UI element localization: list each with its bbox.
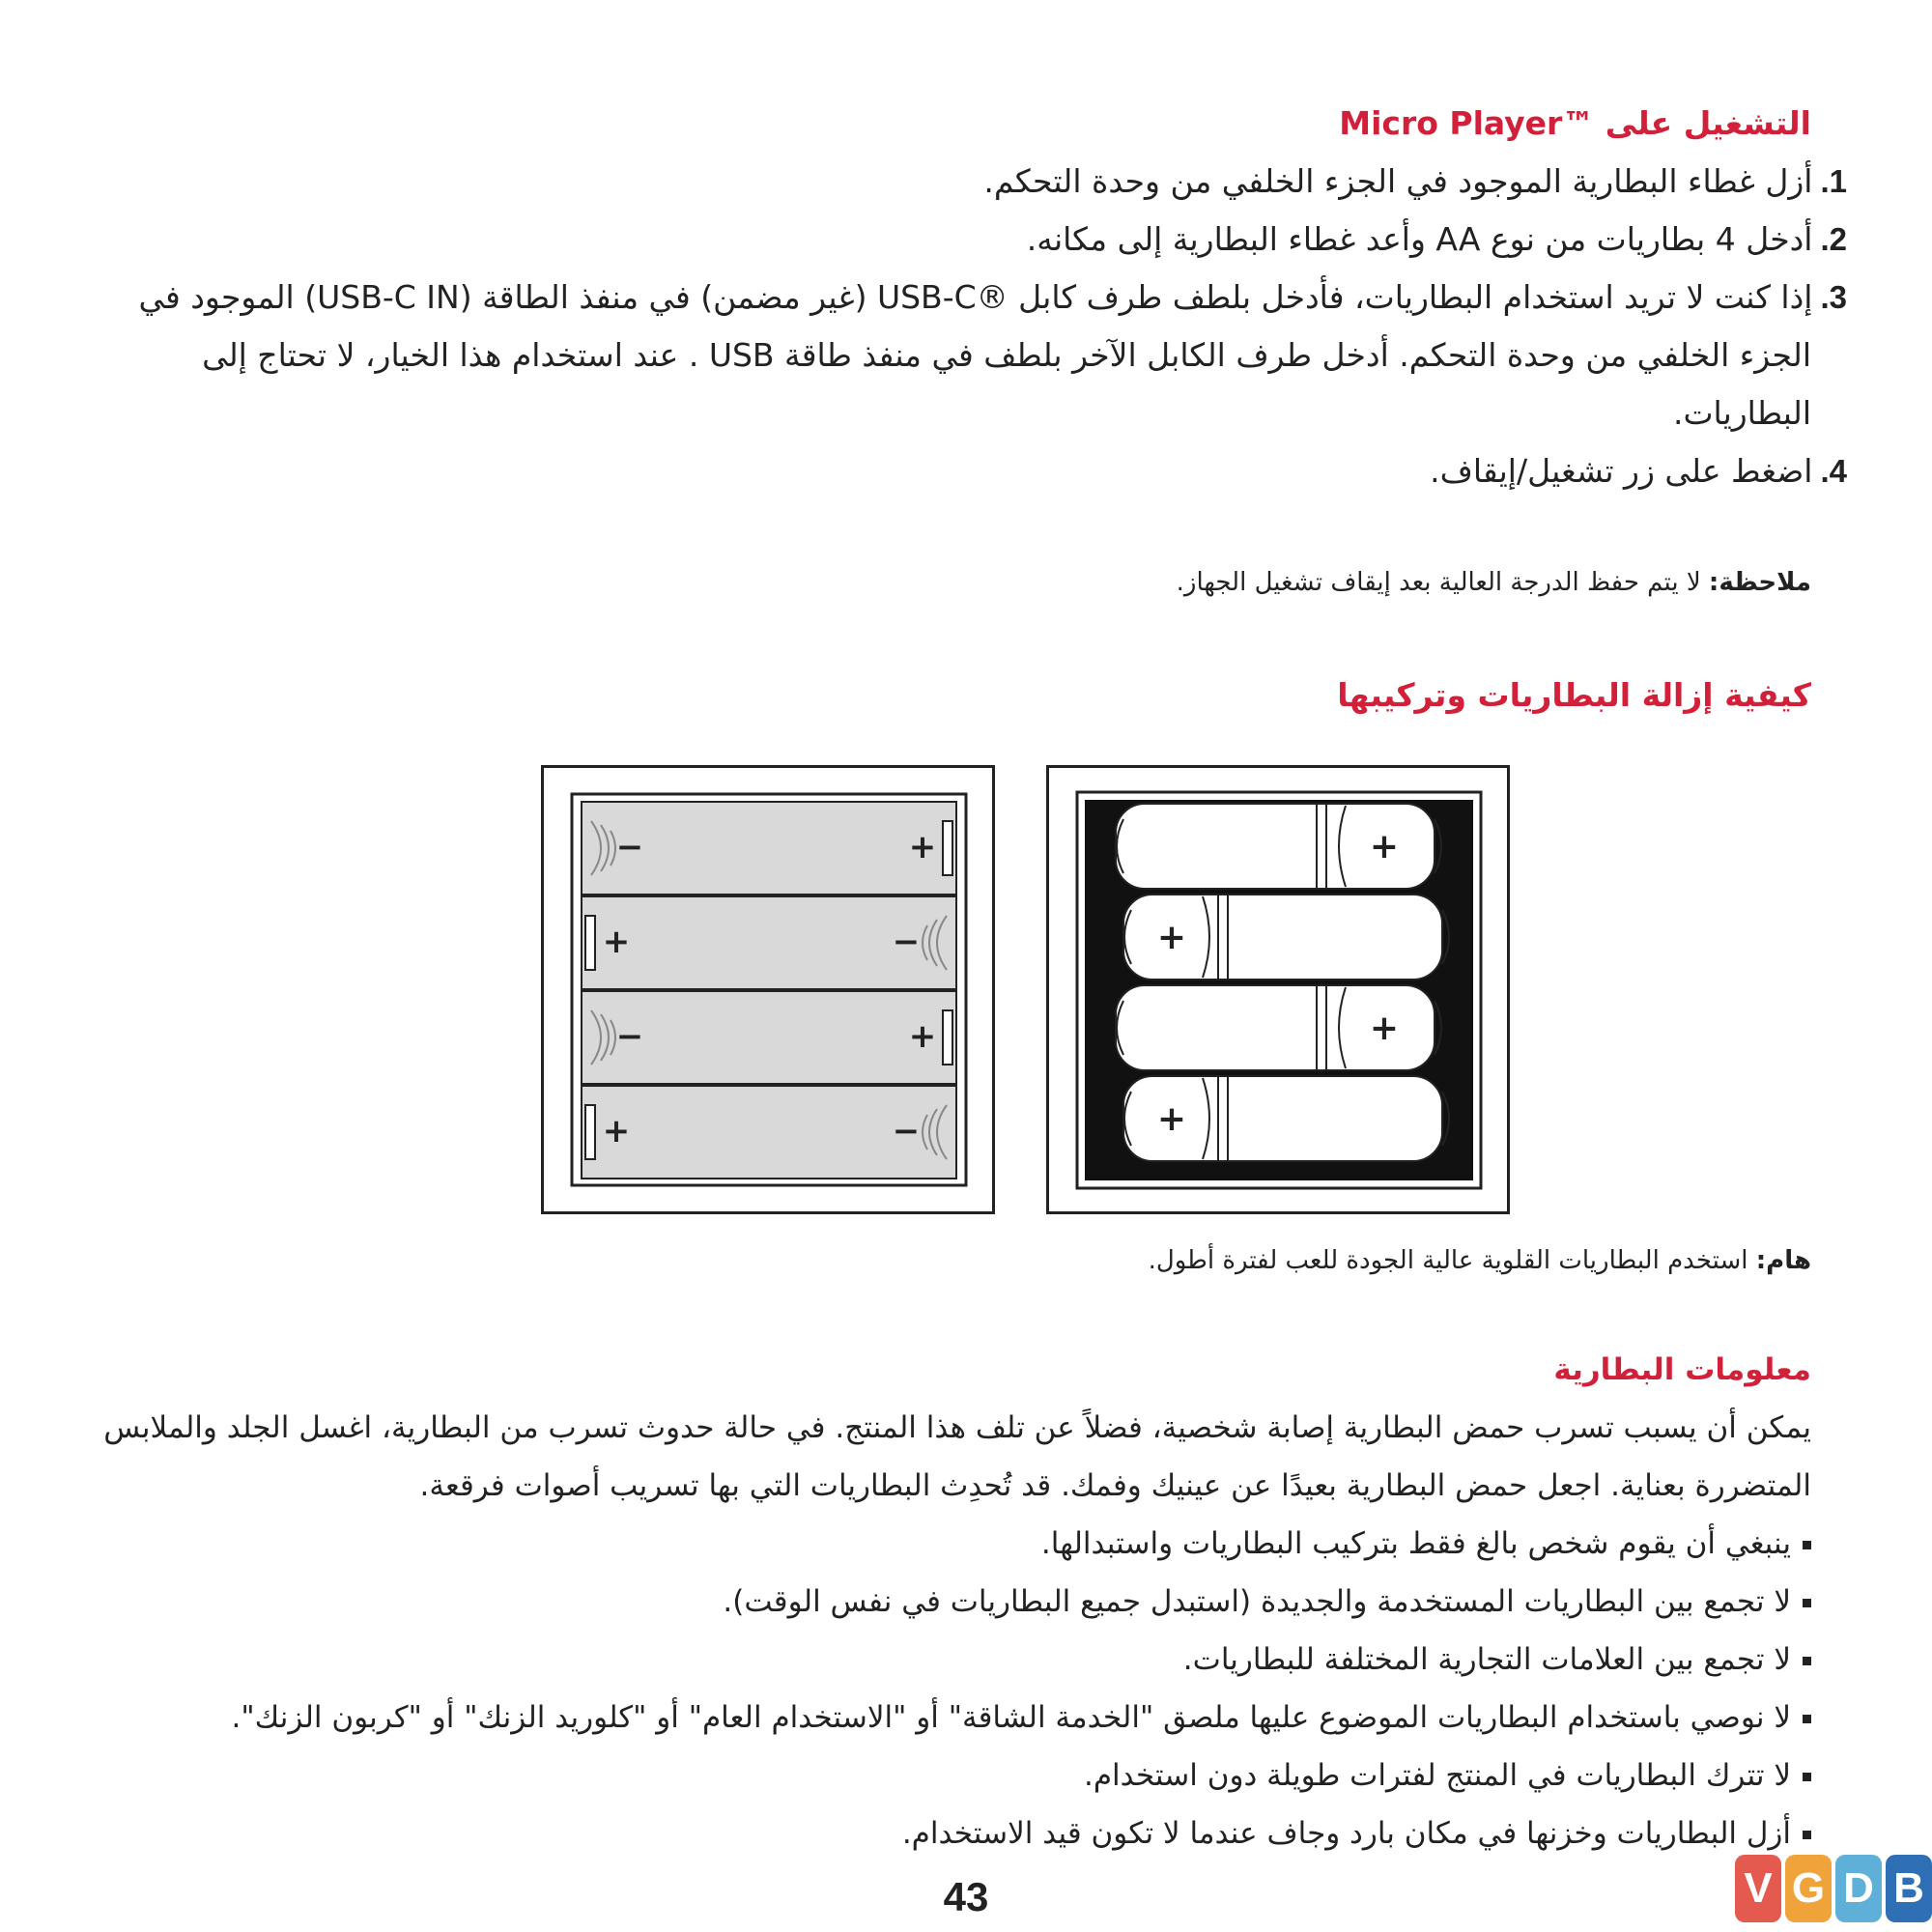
bullet-item: [1084, 1758, 1811, 1793]
watermark-letter: G: [1785, 1855, 1832, 1922]
step-4: [1430, 452, 1847, 490]
bullet-item: [1041, 1526, 1811, 1561]
plus-sign: +: [1369, 827, 1400, 867]
step-number: 1.: [1820, 163, 1847, 199]
paragraph-line: المتضررة بعناية. اجعل حمض البطارية بعيدًا عن عينيك وفمك. قد تُحدِث البطاريات التي بها تسريب أصوات فرقعة.: [419, 1468, 1811, 1503]
bullet-icon: [1803, 1657, 1811, 1665]
bullet-item: [232, 1700, 1812, 1735]
paragraph-line: يمكن أن يسبب تسرب حمض البطارية إصابة شخصية، فضلاً عن تلف هذا المنتج. في حالة حدوث تسرب من البطارية، اغسل الجلد والملابس: [103, 1410, 1811, 1445]
watermark-letter: B: [1886, 1855, 1932, 1922]
plus-sign: +: [1156, 1099, 1187, 1139]
step-number: 2.: [1820, 221, 1847, 257]
watermark-letter: D: [1835, 1855, 1882, 1922]
step-number: 4.: [1820, 453, 1847, 489]
step-text-line: إذا كنت لا تريد استخدام البطاريات، فأدخل بلطف طرف كابل ®USB-C (غير مضمن) في منفذ الطاقة (USB-C IN) الموجود في: [138, 278, 1813, 316]
bullet-item: [723, 1584, 1811, 1619]
bullet-text: ينبغي أن يقوم شخص بالغ فقط بتركيب البطاريات واستبدالها.: [1040, 1526, 1791, 1561]
step-3-line-2: الجزء الخلفي من وحدة التحكم. أدخل طرف الكابل الآخر بلطف في منفذ طاقة USB . عند استخدام هذا الخيار، لا تحتاج إلى: [202, 336, 1811, 374]
note: [1177, 568, 1811, 597]
step-text: أزل غطاء البطارية الموجود في الجزء الخلفي من وحدة التحكم.: [983, 162, 1813, 200]
section-heading-play: التشغيل على ™Micro Player: [1339, 104, 1811, 142]
step-text: أدخل 4 بطاريات من نوع AA وأعد غطاء البطارية إلى مكانه.: [1026, 220, 1813, 258]
minus-sign: −: [615, 828, 644, 867]
section-heading-battery-info: معلومات البطارية: [1553, 1352, 1811, 1387]
section-heading-install: كيفية إزالة البطاريات وتركيبها: [1337, 676, 1811, 714]
bullet-icon: [1803, 1831, 1811, 1839]
bullet-item: [902, 1816, 1811, 1851]
bullet-text: لا نوصي باستخدام البطاريات الموضوع عليها ملصق "الخدمة الشاقة" أو "الاستخدام العام" أو "كلوريد الزنك" أو "كربون الزنك".: [231, 1700, 1791, 1735]
bullet-icon: [1803, 1599, 1811, 1607]
bullet-text: لا تجمع بين البطاريات المستخدمة والجديدة (استبدل جميع البطاريات في نفس الوقت).: [723, 1584, 1791, 1619]
plus-sign: +: [1156, 918, 1187, 957]
important-note: [1149, 1246, 1811, 1275]
important-label: هام:: [1755, 1246, 1811, 1275]
step-text: اضغط على زر تشغيل/إيقاف.: [1430, 452, 1813, 490]
bullet-text: لا تترك البطاريات في المنتج لفترات طويلة دون استخدام.: [1083, 1758, 1791, 1793]
plus-sign: +: [1369, 1009, 1400, 1048]
note-text: لا يتم حفظ الدرجة العالية بعد إيقاف تشغيل الجهاز.: [1176, 568, 1709, 597]
bullet-text: لا تجمع بين العلامات التجارية المختلفة للبطاريات.: [1182, 1642, 1791, 1677]
step-1: [983, 162, 1847, 200]
step-2: [1027, 220, 1847, 258]
bullet-icon: [1803, 1541, 1811, 1549]
bullet-icon: [1803, 1715, 1811, 1723]
bullet-icon: [1803, 1773, 1811, 1781]
battery-compartment-cover-figure: [541, 765, 995, 1214]
step-3: [138, 278, 1847, 316]
watermark-letter: V: [1735, 1855, 1781, 1922]
vgdb-watermark-logo: [1735, 1855, 1932, 1932]
plus-sign: +: [602, 1112, 631, 1151]
minus-sign: −: [892, 923, 921, 961]
important-text: استخدم البطاريات القلوية عالية الجودة للعب لفترة أطول.: [1148, 1246, 1756, 1275]
note-label: ملاحظة:: [1708, 568, 1811, 597]
page-number: 43: [943, 1874, 989, 1919]
bullet-item: [1183, 1642, 1811, 1677]
plus-sign: +: [602, 923, 631, 961]
plus-sign: +: [908, 1017, 937, 1056]
step-number: 3.: [1820, 279, 1847, 315]
bullet-text: أزل البطاريات وخزنها في مكان بارد وجاف عندما لا تكون قيد الاستخدام.: [901, 1816, 1791, 1851]
minus-sign: −: [615, 1017, 644, 1056]
plus-sign: +: [908, 828, 937, 867]
minus-sign: −: [892, 1112, 921, 1151]
step-3-line-3: البطاريات.: [1672, 394, 1811, 432]
battery-installation-figure: [1046, 765, 1510, 1214]
